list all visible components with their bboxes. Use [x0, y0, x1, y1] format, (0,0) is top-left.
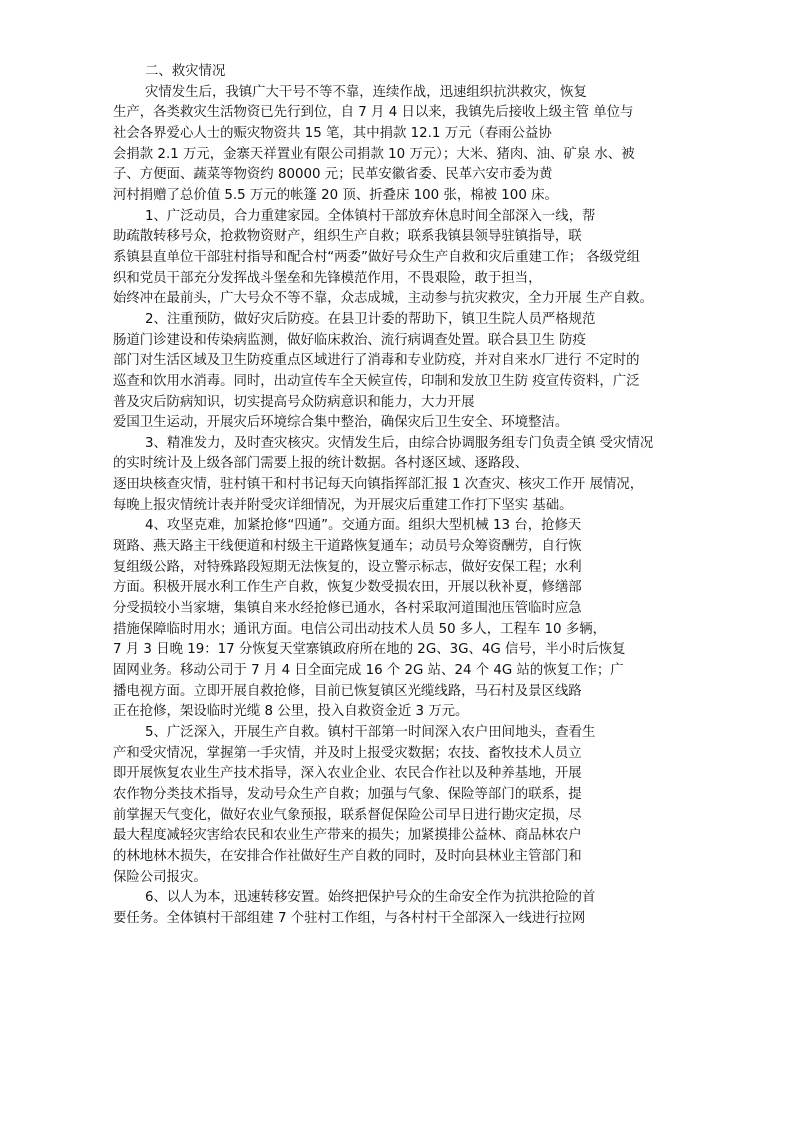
text-line: 始终冲在最前头，广大号众不等不靠，众志成城，主动参与抗灾救灾，全力开展 生产自救。 [113, 291, 653, 307]
text-line: 逐田块核查灾情，驻村镇干和村书记每天向镇指挥部汇报 1 次查灾、核灾工作开 展情况， [113, 477, 644, 493]
text-line: 每晚上报灾情统计表并附受灾详细情况，为开展灾后重建工作打下坚实 基础。 [113, 497, 573, 513]
text-line: 方面。积极开展水利工作生产自救，恢复少数受损农田，开展以秋补夏，修缮部 [113, 580, 582, 596]
text-line: 织和党员干部充分发挥战斗堡垒和先锋模范作用，不畏艰险，敢于担当， [113, 270, 542, 286]
text-line: 固网业务。移动公司于 7 月 4 日全面完成 16 个 2G 站、24 个 4G 站的恢复工作；广 [113, 663, 624, 679]
text-line: 2、注重预防，做好灾后防疫。在县卫计委的帮助下，镇卫生院人员严格规范 [145, 311, 596, 327]
text-line: 系镇县直单位干部驻村指导和配合村“两委”做好号众生产自救和灾后重建工作； 各级党组 [113, 249, 640, 265]
text-line: 1、广泛动员，合力重建家园。全体镇村干部放弃休息时间全部深入一线，帮 [145, 208, 596, 224]
text-line: 6、以人为本，迅速转移安置。始终把保护号众的生命安全作为抗洪抢险的首 [145, 890, 596, 906]
text-line: 助疏散转移号众，抢救物资财产，组织生产自救；联系我镇县领导驻镇指导，联 [113, 229, 582, 245]
text-line: 5、广泛深入，开展生产自救。镇村干部第一时间深入农户田间地头，查看生 [145, 725, 596, 740]
text-line: 的林地林木损失，在安排合作社做好生产自救的同时，及时向县林业主管部门和 [113, 848, 582, 864]
text-line: 普及灾后防病知识，切实提高号众防病意识和能力，大力开展 [113, 394, 475, 410]
text-line: 巡查和饮用水消毒。同时，出动宣传车全天候宣传，印制和发放卫生防 疫宣传资料，广泛 [113, 373, 640, 389]
text-line: 部门对生活区域及卫生防疫重点区域进行了消毒和专业防疫，并对自来水厂进行 不定时的 [113, 353, 640, 369]
text-line: 7 月 3 日晚 19：17 分恢复天堂寨镇政府所在地的 2G、3G、4G 信号，半小时后恢复 [113, 642, 626, 658]
text-line: 最大程度减轻灾害给农民和农业生产带来的损失；加紧摸排公益林、商品林农户 [113, 828, 582, 844]
text-line: 子、方便面、蔬菜等物资约 80000 元；民革安徽省委、民革六安市委为黄 [113, 167, 553, 183]
text-line: 社会各界爱心人士的赈灾物资共 15 笔，其中捐款 12.1 万元（春雨公益协 [113, 125, 552, 141]
text-line: 会捐款 2.1 万元，金寨天祥置业有限公司捐款 10 万元）；大米、猪肉、油、矿泉 水、被 [113, 146, 635, 162]
text-line: 保险公司报灾。 [113, 869, 207, 885]
text-line: 分受损较小当家塘，集镇自来水经抢修已通水，各村采取河道围池压管临时应急 [113, 601, 582, 617]
text-line: 即开展恢复农业生产技术指导，深入农业企业、农民合作社以及种养基地，开展 [113, 766, 582, 782]
text-line: 播电视方面。立即开展自救抢修，目前已恢复镇区光缆线路，马石村及景区线路 [113, 683, 582, 699]
text-line: 3、精准发力，及时查灾核灾。灾情发生后，由综合协调服务组专门负责全镇 受灾情况 [145, 435, 654, 451]
text-line: 产和受灾情况，掌握第一手灾情，并及时上报受灾数据；农技、畜牧技术人员立 [113, 745, 582, 761]
text-line: 复组级公路，对特殊路段短期无法恢复的，设立警示标志，做好安保工程；水利 [113, 559, 582, 575]
section-heading: 二、救灾情况 [145, 64, 226, 79]
text-line: 正在抢修，架设临时光缆 8 公里，投入自救资金近 3 万元。 [113, 704, 469, 720]
text-line: 灾情发生后，我镇广大干号不等不靠，连续作战，迅速组织抗洪救灾，恢复 [145, 84, 587, 100]
text-line: 农作物分类技术指导，发动号众生产自救；加强与气象、保险等部门的联系，提 [113, 786, 582, 802]
text-line: 要任务。全体镇村干部组建 7 个驻村工作组，与各村村干全部深入一线进行拉网 [113, 910, 586, 926]
text-line: 肠道门诊建设和传染病监测，做好临床救治、流行病调查处置。联合县卫生 防疫 [113, 332, 586, 348]
text-line: 斑路、燕天路主干线便道和村级主干道路恢复通车；动员号众筹资酬劳，自行恢 [113, 539, 582, 555]
text-line: 4、攻坚克难，加紧抢修“四通”。交通方面。组织大型机械 13 台，抢修天 [145, 518, 582, 534]
text-line: 前掌握天气变化，做好农业气象预报，联系督促保险公司早日进行勘灾定损，尽 [113, 807, 582, 823]
text-line: 措施保障临时用水；通讯方面。电信公司出动技术人员 50 多人，工程车 10 多辆， [113, 621, 606, 637]
document-body [113, 62, 713, 930]
text-line: 爱国卫生运动，开展灾后环境综合集中整治，确保灾后卫生安全、环境整洁。 [113, 415, 569, 431]
text-line: 河村捐赠了总价值 5.5 万元的帐篷 20 顶、折叠床 100 张，棉被 100 床。 [113, 187, 558, 203]
text-line: 的实时统计及上级各部门需要上报的统计数据。各村逐区域、逐路段、 [113, 456, 529, 472]
text-line: 生产，各类救灾生活物资已先行到位，自 7 月 4 日以来，我镇先后接收上级主管 单位与 [113, 105, 634, 121]
